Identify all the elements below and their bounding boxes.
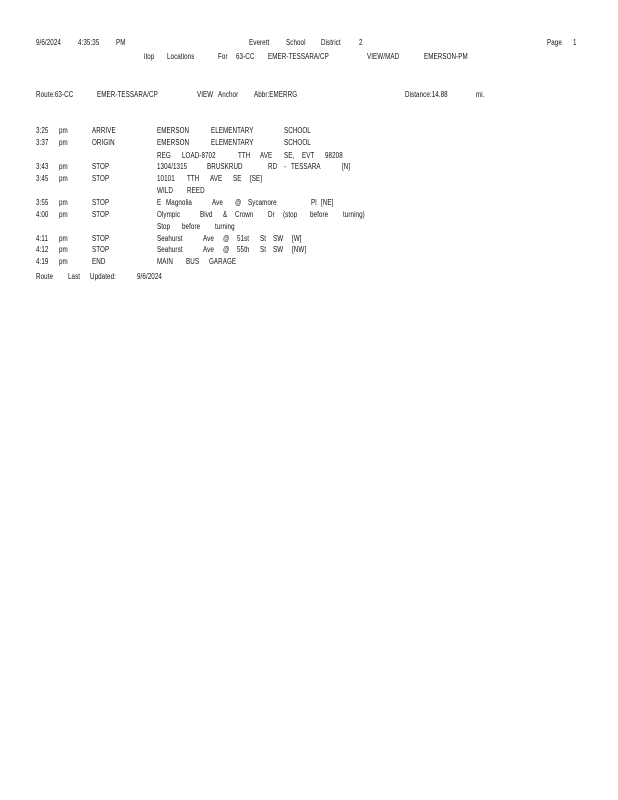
stop-location-word: Seahurst xyxy=(157,234,183,243)
stop-time: 4:00 xyxy=(36,210,49,219)
stop-location-word: [N] xyxy=(342,162,351,171)
stop-location-word: EMERSON xyxy=(157,138,190,147)
footer-text-2: Last xyxy=(68,272,81,281)
footer-text-3: Updated: xyxy=(90,272,116,281)
report-subtitle-6: VIEW/MAD xyxy=(367,52,400,61)
stop-location-word: TESSARA xyxy=(291,162,321,171)
stop-location-word: SCHOOL xyxy=(284,138,311,147)
stop-location-word: SE xyxy=(233,174,242,183)
stop-location-word: Pl xyxy=(311,198,317,207)
report-ampm: PM xyxy=(116,38,126,47)
stop-location-word: [W] xyxy=(292,234,302,243)
stop-time: 4:19 xyxy=(36,257,49,266)
stop-location-word: SW xyxy=(273,234,284,243)
stop-location-word: [SE] xyxy=(250,174,263,183)
stop-time: 3:37 xyxy=(36,138,49,147)
stop-location-word: TTH xyxy=(238,151,251,160)
stop-location-word: [NW] xyxy=(292,245,307,254)
report-date: 9/6/2024 xyxy=(36,38,61,47)
footer-date: 9/6/2024 xyxy=(137,272,162,281)
stop-location-word: Ave xyxy=(203,234,214,243)
stop-location-word: (stop xyxy=(283,210,298,219)
stop-location-word: SW xyxy=(273,245,284,254)
page-label: Page xyxy=(547,38,562,47)
stop-time: 3:25 xyxy=(36,126,49,135)
stop-ampm: pm xyxy=(59,234,68,243)
stop-location-word: @ xyxy=(223,234,230,243)
stop-location-word: EMERSON xyxy=(157,126,190,135)
stop-location-word: before xyxy=(182,222,201,231)
stop-location-word: AVE xyxy=(210,174,223,183)
stop-location-word: @ xyxy=(235,198,242,207)
stop-location-word: 1304/1315 xyxy=(157,162,188,171)
stop-location-word: St xyxy=(260,234,267,243)
stop-location-word: BUS xyxy=(186,257,200,266)
route-name: EMER-TESSARA/CP xyxy=(97,90,158,99)
route-view: VIEW xyxy=(197,90,214,99)
stop-location-word: @ xyxy=(223,245,230,254)
stop-type: STOP xyxy=(92,210,110,219)
stop-location-word: 55th xyxy=(237,245,250,254)
stop-location-word: Crown xyxy=(235,210,254,219)
stop-type: STOP xyxy=(92,234,110,243)
stop-type: STOP xyxy=(92,245,110,254)
stop-time: 3:55 xyxy=(36,198,49,207)
stop-location-word: Stop xyxy=(157,222,171,231)
stop-type: STOP xyxy=(92,198,110,207)
footer-text-1: Route xyxy=(36,272,54,281)
stop-time: 3:43 xyxy=(36,162,49,171)
stop-ampm: pm xyxy=(59,257,68,266)
route-distance: Distance:14.88 xyxy=(405,90,448,99)
stop-location-word: ELEMENTARY xyxy=(211,126,254,135)
stop-location-word: MAIN xyxy=(157,257,173,266)
stop-location-word: Magnolia xyxy=(166,198,192,207)
stop-location-word: - xyxy=(284,162,287,171)
stop-ampm: pm xyxy=(59,174,68,183)
stop-location-word: E xyxy=(157,198,162,207)
stop-location-word: Dr xyxy=(268,210,275,219)
district-name-2: School xyxy=(286,38,306,47)
stop-location-word: AVE xyxy=(260,151,273,160)
stop-location-word: EVT xyxy=(302,151,315,160)
report-subtitle-5: EMER-TESSARA/CP xyxy=(268,52,329,61)
page-number: 1 xyxy=(573,38,577,47)
route-anchor: Anchor xyxy=(218,90,239,99)
stop-ampm: pm xyxy=(59,198,68,207)
report-time: 4:35:35 xyxy=(78,38,100,47)
stop-location-word: [NE] xyxy=(321,198,334,207)
stop-location-word: TTH xyxy=(187,174,200,183)
stop-location-word: RD xyxy=(268,162,278,171)
district-name-3: District xyxy=(321,38,341,47)
stop-type: ARRIVE xyxy=(92,126,116,135)
stop-location-word: St xyxy=(260,245,267,254)
stop-location-word: turning) xyxy=(343,210,365,219)
stop-location-word: REG xyxy=(157,151,171,160)
stop-ampm: pm xyxy=(59,210,68,219)
stop-location-word: WILD xyxy=(157,186,173,195)
stop-ampm: pm xyxy=(59,126,68,135)
stop-location-word: before xyxy=(310,210,329,219)
stop-location-word: 51st xyxy=(237,234,250,243)
report-subtitle-2: Locations xyxy=(167,52,195,61)
stop-location-word: 10101 xyxy=(157,174,175,183)
report-subtitle-1: itop xyxy=(144,52,155,61)
stop-location-word: LOAD-8702 xyxy=(182,151,216,160)
stop-type: ORIGIN xyxy=(92,138,115,147)
district-number: 2 xyxy=(359,38,363,47)
route-abbr: Abbr:EMERRG xyxy=(254,90,298,99)
stop-location-word: Blvd xyxy=(200,210,213,219)
stop-location-word: REED xyxy=(187,186,205,195)
report-subtitle-3: For xyxy=(218,52,228,61)
district-name-1: Everett xyxy=(249,38,270,47)
report-subtitle-4: 63-CC xyxy=(236,52,255,61)
stop-location-word: GARAGE xyxy=(209,257,237,266)
stop-location-word: 98208 xyxy=(325,151,343,160)
stop-type: STOP xyxy=(92,162,110,171)
stop-location-word: SE, xyxy=(284,151,295,160)
stop-type: END xyxy=(92,257,106,266)
stop-location-word: Ave xyxy=(212,198,223,207)
route-distance-unit: mi. xyxy=(476,90,485,99)
stop-location-word: Sycamore xyxy=(248,198,277,207)
stop-location-word: Ave xyxy=(203,245,214,254)
stop-time: 4:11 xyxy=(36,234,49,243)
report-subtitle-7: EMERSON-PM xyxy=(424,52,468,61)
stop-location-word: ELEMENTARY xyxy=(211,138,254,147)
stop-time: 4:12 xyxy=(36,245,49,254)
stop-location-word: BRUSKRUD xyxy=(207,162,243,171)
stop-location-word: Seahurst xyxy=(157,245,183,254)
stop-type: STOP xyxy=(92,174,110,183)
stop-time: 3:45 xyxy=(36,174,49,183)
stop-ampm: pm xyxy=(59,138,68,147)
stop-ampm: pm xyxy=(59,245,68,254)
stop-location-word: Olympic xyxy=(157,210,181,219)
stop-ampm: pm xyxy=(59,162,68,171)
stop-location-word: & xyxy=(223,210,228,219)
stop-location-word: turning xyxy=(215,222,235,231)
route-id: Route:63-CC xyxy=(36,90,74,99)
stop-location-word: SCHOOL xyxy=(284,126,311,135)
